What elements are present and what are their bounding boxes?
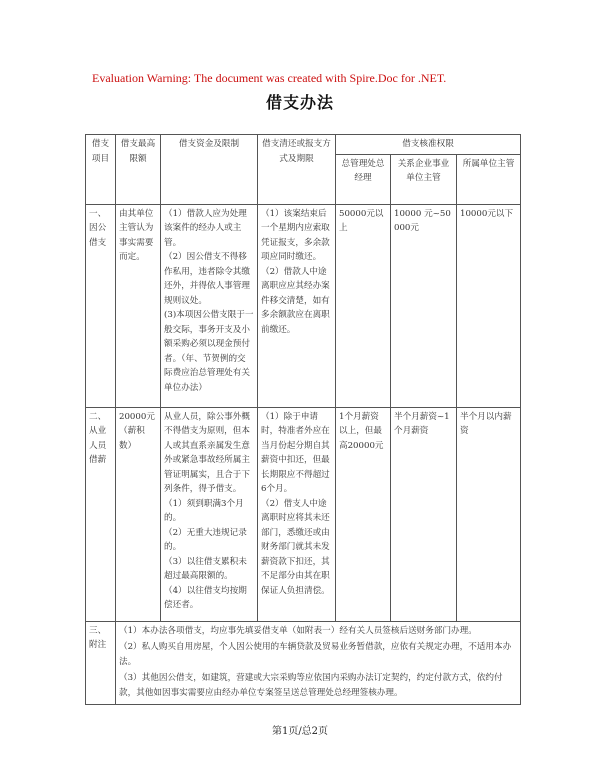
restriction-text: （2）因公借支不得移作私用，违者除令其缴还外，并得依人事管理规则议处。 — [164, 252, 250, 306]
header-item: 借支项目 — [86, 135, 116, 205]
header-funds-restrictions: 借支资金及限制 — [161, 135, 258, 205]
repayment-text: （1）除于申请时，特准者外应在当月份起分期自其薪资中扣还，但最长期限应不得超过6个月。 — [261, 411, 330, 494]
notes-content — [116, 621, 521, 705]
row-limit: 由其单位主管认为事实需要而定。 — [116, 204, 161, 407]
row-approval-gm: 1个月薪资以上，但最高20000元 — [336, 407, 391, 621]
header-approval-affiliate: 关系企业事业单位主管 — [391, 154, 457, 204]
borrowing-rules-table — [85, 134, 521, 705]
note-text: （2）私人购买自用房屋，个人因公使用的车辆贷款及贸易业务暂借款，应依有关规定办理，不适用本办法。 — [119, 642, 512, 667]
row-repayment — [258, 204, 336, 407]
row-restrictions — [161, 204, 258, 407]
table-row — [86, 407, 521, 621]
row-repayment — [258, 407, 336, 621]
restriction-text: （4）以往借支均按期偿还者。 — [164, 585, 247, 610]
restriction-text: 从业人员，除公事外概不得借支为原则，但本人或其直系亲属发生意外或紧急事故经所属主管证明属实，且合于下列条件，得予借支。 — [164, 411, 250, 494]
notes-label: 三、附注 — [86, 621, 116, 705]
row-restrictions — [161, 407, 258, 621]
restriction-text: (3)本项因公借支限于一般交际，事务开支及小额采购必须以现金预付者。（年、节贺例的交际费应治总管理处有关单位办法） — [164, 310, 254, 393]
note-text: （3）其他因公借支，如建筑，营建或大宗采购等应依国内采购办法订定契约，约定付款方式，依约付款，其他如因事实需要应由经办单位专案签呈送总管理处总经理签核办理。 — [119, 673, 503, 698]
restriction-text: （3）以往借支累积未超过最高限额的。 — [164, 556, 247, 581]
restriction-text: （1）须到职满3个月的。 — [164, 498, 244, 523]
repayment-text: （1）该案结束后一个星期内应索取凭证报支，多余款项应同时缴还。 — [261, 208, 330, 262]
row-item: 一、因公借支 — [86, 204, 116, 407]
notes-row — [86, 621, 521, 705]
header-repayment: 借支清还或报支方式及期限 — [258, 135, 336, 205]
restriction-text: （1）借款人应为处理该案件的经办人或主管。 — [164, 208, 247, 248]
note-text: （1）本办法各项借支，均应事先填妥借支单（如附表一）经有关人员签核后送财务部门办理。 — [119, 625, 477, 636]
document-title: 借支办法 — [265, 93, 334, 112]
row-approval-unit: 10000元以下 — [457, 204, 521, 407]
table-row — [86, 204, 521, 407]
row-item: 二、从业人员借薪 — [86, 407, 116, 621]
header-approval: 借支核准权限 — [336, 135, 521, 155]
table-header-row — [86, 135, 521, 155]
evaluation-warning: Evaluation Warning: The document was created with Spire.Doc for .NET. — [92, 71, 447, 85]
page-footer: 第1页/总2页 — [271, 726, 329, 737]
header-approval-gm: 总管理处总经理 — [336, 154, 391, 204]
row-approval-affiliate: 10000 元~50000元 — [391, 204, 457, 407]
header-approval-unit: 所属单位主管 — [457, 154, 521, 204]
row-limit: 20000元（薪积数） — [116, 407, 161, 621]
row-approval-gm: 50000元以上 — [336, 204, 391, 407]
row-approval-unit: 半个月以内薪资 — [457, 407, 521, 621]
header-max-limit: 借支最高限额 — [116, 135, 161, 205]
restriction-text: （2）无重大违规记录的。 — [164, 527, 247, 552]
repayment-text: （2）借支人中途离职时应将其未还部门，悉缴还或由财务部门就其未发薪资款下扣还，其不足部分由其在职保证人负担清偿。 — [261, 498, 330, 596]
row-approval-affiliate: 半个月薪资~1个月薪资 — [391, 407, 457, 621]
repayment-text: （2）借款人中途离职应应其经办案件移交清楚，如有多余额款应在离职前缴还。 — [261, 266, 330, 335]
